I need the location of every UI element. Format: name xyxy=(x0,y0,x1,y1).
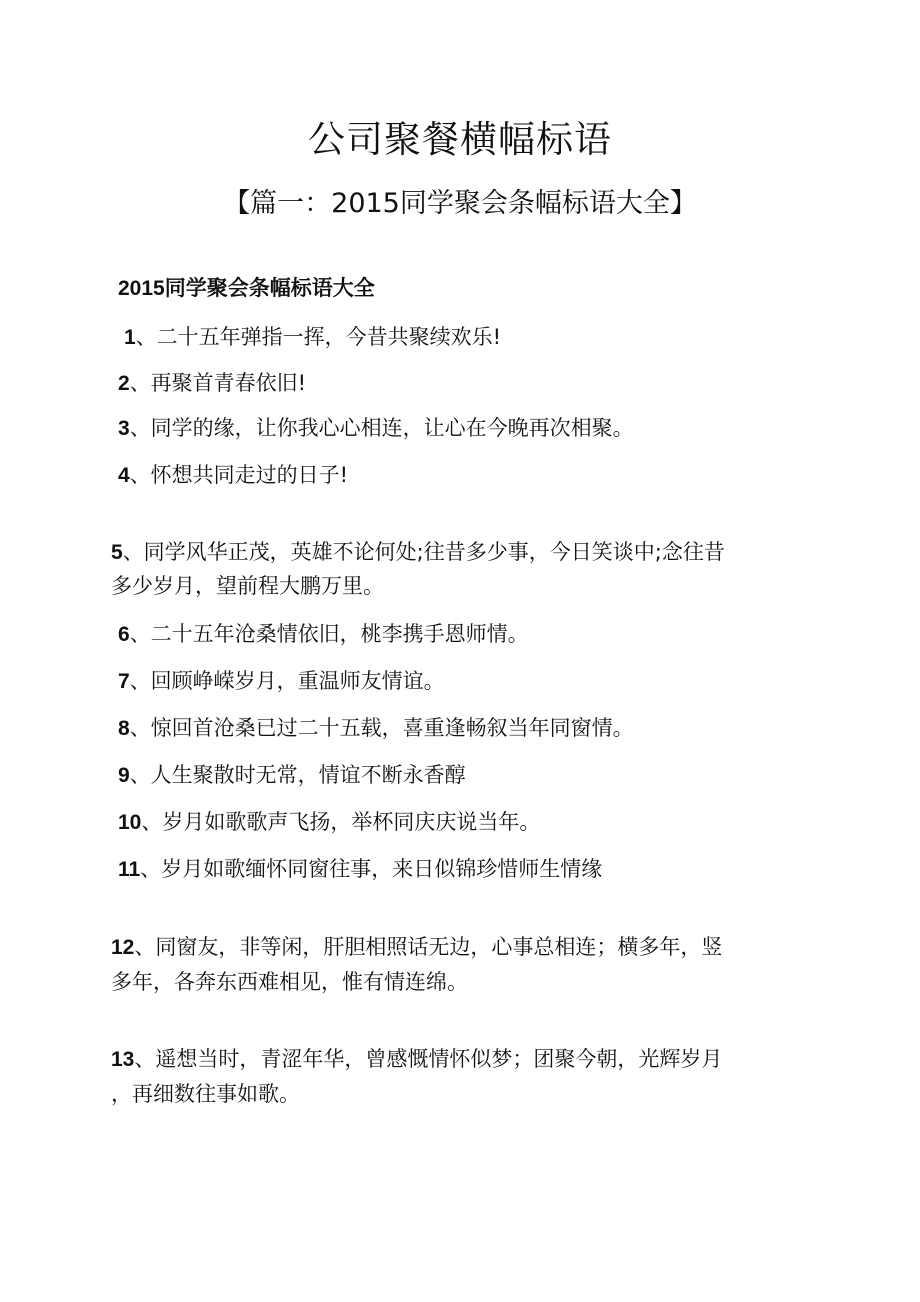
list-item xyxy=(118,806,540,839)
list-item-continuation xyxy=(111,1078,300,1110)
list-item xyxy=(118,712,634,745)
item-text: 、同窗友，非等闲，肝胆相照话无边，心事总相连；横多年，竖 xyxy=(134,935,723,959)
list-item-continuation xyxy=(111,966,468,998)
item-text: 多少岁月，望前程大鹏万里。 xyxy=(111,574,384,598)
item-text: 、二十五年弹指一挥，今昔共聚续欢乐! xyxy=(135,325,502,349)
list-item xyxy=(118,618,529,651)
item-text: 、遥想当时，青涩年华，曾感慨情怀似梦；团聚今朝，光辉岁月 xyxy=(134,1047,723,1071)
list-item xyxy=(118,853,602,886)
item-text: 多年，各奔东西难相见，惟有情连绵。 xyxy=(111,970,468,994)
item-number: 13 xyxy=(111,1048,135,1071)
list-item xyxy=(118,759,466,792)
item-number: 3 xyxy=(118,417,130,440)
item-text: 、怀想共同走过的日子! xyxy=(129,463,349,487)
list-item xyxy=(111,536,725,569)
item-text: 、岁月如歌歌声飞扬，举杯同庆庆说当年。 xyxy=(141,810,541,834)
document-subtitle: 【篇一：2015同学聚会条幅标语大全】 xyxy=(223,188,697,219)
item-number: 4 xyxy=(118,464,130,487)
item-text: 、岁月如歌缅怀同窗往事，来日似锦珍惜师生情缘 xyxy=(140,857,603,881)
list-item xyxy=(118,367,306,400)
item-number: 6 xyxy=(118,623,130,646)
item-number: 7 xyxy=(118,670,130,693)
item-number: 2 xyxy=(118,372,130,395)
item-text: 、人生聚散时无常，情谊不断永香醇 xyxy=(129,763,466,787)
item-text: 、惊回首沧桑已过二十五载，喜重逢畅叙当年同窗情。 xyxy=(129,716,634,740)
list-item xyxy=(118,412,634,445)
list-item xyxy=(118,459,348,492)
item-text: 、回顾峥嵘岁月，重温师友情谊。 xyxy=(129,669,445,693)
item-text: 、再聚首青春依旧! xyxy=(129,371,307,395)
item-number: 5 xyxy=(111,541,123,564)
item-number: 12 xyxy=(111,936,135,959)
item-text: 、同学风华正茂，英雄不论何处;往昔多少事，今日笑谈中;念往昔 xyxy=(122,540,725,564)
item-number: 8 xyxy=(118,717,130,740)
list-item-continuation xyxy=(111,570,384,602)
list-item xyxy=(111,1043,722,1076)
list-item xyxy=(111,931,722,964)
document-title: 公司聚餐横幅标语 xyxy=(308,118,612,161)
item-number: 10 xyxy=(118,811,142,834)
item-text: 、二十五年沧桑情依旧，桃李携手恩师情。 xyxy=(129,622,529,646)
section-heading-text: 2015同学聚会条幅标语大全 xyxy=(118,277,375,300)
item-number: 1 xyxy=(124,326,136,349)
list-item xyxy=(124,321,501,354)
item-number: 11 xyxy=(118,858,141,881)
item-text: 、同学的缘，让你我心心相连，让心在今晚再次相聚。 xyxy=(129,416,634,440)
section-heading xyxy=(118,272,375,305)
item-text: ，再细数往事如歌。 xyxy=(111,1082,300,1106)
item-number: 9 xyxy=(118,764,130,787)
list-item xyxy=(118,665,445,698)
